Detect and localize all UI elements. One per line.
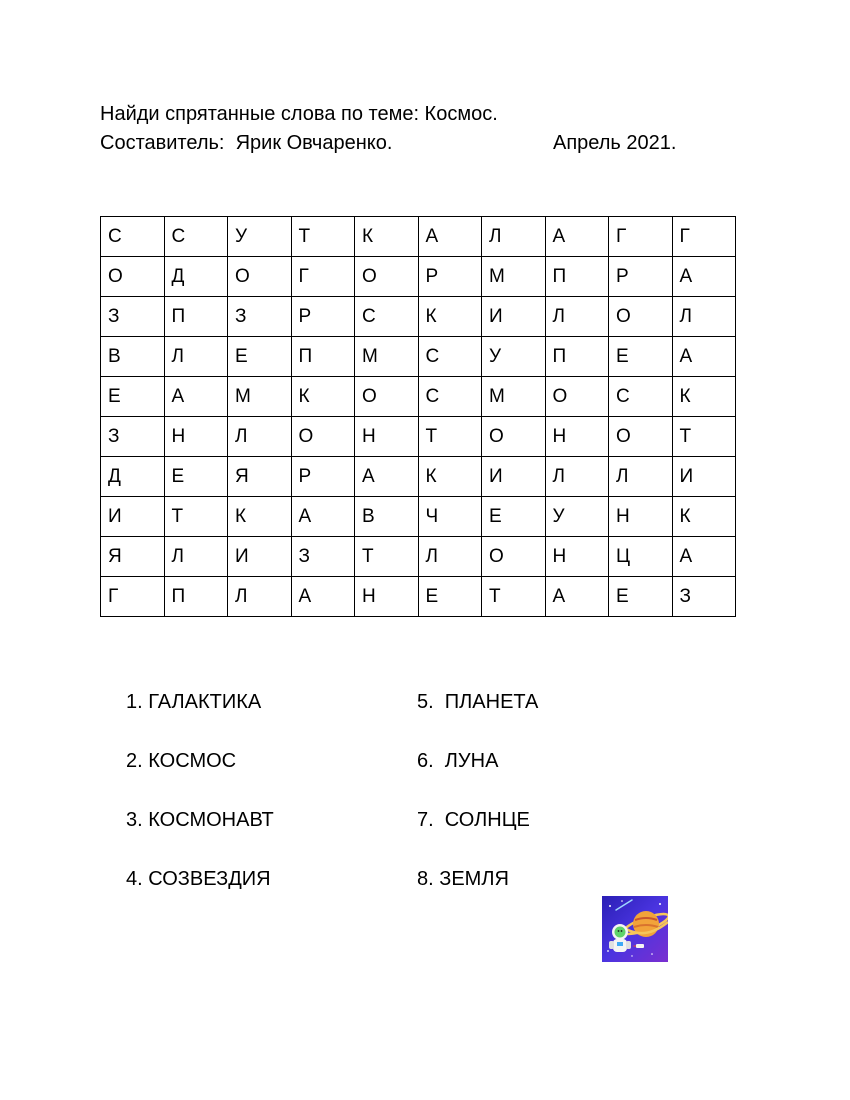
grid-cell: У [545,497,609,537]
grid-cell: Г [101,577,165,617]
grid-row [101,577,736,617]
grid-cell: А [672,337,736,377]
grid-cell: А [672,257,736,297]
grid-cell: М [228,377,292,417]
grid-cell: Ч [418,497,482,537]
grid-cell: Р [291,297,355,337]
grid-cell: П [291,337,355,377]
word-item: 8. ЗЕМЛЯ [417,868,509,890]
grid-cell: О [609,417,673,457]
grid-cell: Т [672,417,736,457]
grid-cell: Е [482,497,546,537]
grid-cell: О [291,417,355,457]
grid-cell: Н [355,577,419,617]
grid-cell: К [672,497,736,537]
space-astronaut-icon [602,896,668,962]
grid-cell: Я [228,457,292,497]
grid-cell: Л [164,537,228,577]
grid-cell: А [291,497,355,537]
grid-cell: Н [545,537,609,577]
author-line: Составитель: Ярик Овчаренко. [100,132,393,154]
grid-cell: Л [545,297,609,337]
grid-cell: Е [609,577,673,617]
word-item: 2. КОСМОС [126,750,237,772]
grid-row [101,417,736,457]
grid-row [101,337,736,377]
grid-cell: О [482,417,546,457]
grid-cell: Т [418,417,482,457]
grid-cell: Н [609,497,673,537]
grid-cell: Л [228,577,292,617]
grid-cell: Я [101,537,165,577]
date-text: Апрель 2021. [553,132,677,154]
grid-cell: Г [672,217,736,257]
grid-cell: У [228,217,292,257]
grid-cell: Н [545,417,609,457]
grid-cell: К [418,457,482,497]
grid-row [101,377,736,417]
grid-cell: Е [418,577,482,617]
grid-cell: Л [672,297,736,337]
grid-cell: И [672,457,736,497]
grid-cell: О [545,377,609,417]
grid-cell: Е [609,337,673,377]
grid-cell: И [228,537,292,577]
grid-cell: М [482,377,546,417]
grid-cell: К [291,377,355,417]
grid-cell: Л [609,457,673,497]
grid-cell: И [482,457,546,497]
grid-cell: Н [164,417,228,457]
grid-row [101,537,736,577]
grid-cell: Д [101,457,165,497]
grid-cell: К [228,497,292,537]
grid-cell: З [291,537,355,577]
grid-cell: О [355,257,419,297]
grid-cell: О [101,257,165,297]
grid-cell: С [418,337,482,377]
grid-cell: Р [418,257,482,297]
grid-cell: П [164,577,228,617]
grid-cell: Т [355,537,419,577]
grid-cell: А [418,217,482,257]
grid-cell: Л [228,417,292,457]
grid-cell: П [164,297,228,337]
grid-cell: П [545,337,609,377]
grid-cell: О [609,297,673,337]
word-item: 4. СОЗВЕЗДИЯ [126,868,271,890]
grid-row [101,257,736,297]
grid-cell: У [482,337,546,377]
grid-cell: А [672,537,736,577]
grid-cell: Ц [609,537,673,577]
worksheet-title: Найди спрятанные слова по теме: Космос. [100,103,498,125]
grid-cell: Н [355,417,419,457]
grid-cell: К [418,297,482,337]
grid-cell: И [482,297,546,337]
space-astronaut-picture [602,896,668,962]
grid-cell: А [355,457,419,497]
grid-cell: Д [164,257,228,297]
grid-cell: А [291,577,355,617]
grid-cell: Л [418,537,482,577]
grid-cell: З [228,297,292,337]
grid-cell: В [355,497,419,537]
grid-cell: О [355,377,419,417]
word-search-grid [100,216,736,617]
grid-row [101,217,736,257]
grid-cell: В [101,337,165,377]
grid-cell: П [545,257,609,297]
grid-cell: С [418,377,482,417]
grid-cell: Л [164,337,228,377]
grid-cell: А [545,577,609,617]
grid-cell: О [228,257,292,297]
grid-cell: Л [482,217,546,257]
grid-cell: З [672,577,736,617]
grid-row [101,457,736,497]
grid-cell: Р [291,457,355,497]
grid-cell: С [164,217,228,257]
grid-row [101,497,736,537]
word-item: 5. ПЛАНЕТА [417,691,539,713]
grid-cell: Е [164,457,228,497]
grid-cell: Е [228,337,292,377]
grid-cell: М [482,257,546,297]
grid-cell: А [164,377,228,417]
grid-cell: К [672,377,736,417]
grid-cell: Л [545,457,609,497]
word-item: 7. СОЛНЦЕ [417,809,530,831]
grid-cell: Е [101,377,165,417]
word-item: 1. ГАЛАКТИКА [126,691,262,713]
grid-cell: И [101,497,165,537]
grid-cell: З [101,297,165,337]
grid-cell: Г [291,257,355,297]
grid-cell: З [101,417,165,457]
grid-cell: А [545,217,609,257]
grid-cell: Р [609,257,673,297]
word-item: 3. КОСМОНАВТ [126,809,274,831]
grid-cell: Г [609,217,673,257]
grid-cell: Т [164,497,228,537]
word-item: 6. ЛУНА [417,750,499,772]
grid-cell: М [355,337,419,377]
grid-row [101,297,736,337]
grid-cell: С [101,217,165,257]
grid-cell: К [355,217,419,257]
grid-cell: Т [291,217,355,257]
grid-cell: С [355,297,419,337]
grid-cell: С [609,377,673,417]
grid-cell: Т [482,577,546,617]
grid-cell: О [482,537,546,577]
